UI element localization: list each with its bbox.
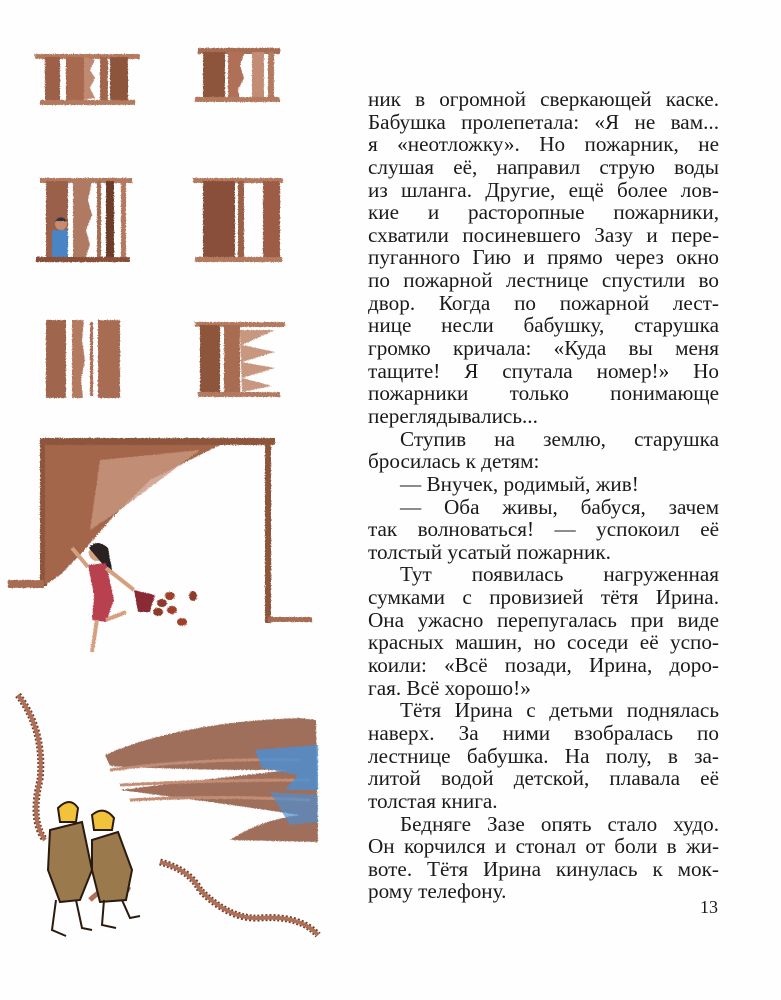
window-3-with-child xyxy=(36,178,132,262)
text-line: тащите! Я спутала номер!» Но xyxy=(368,358,719,383)
text-line: бросилась к детям: xyxy=(368,449,540,474)
text-line: — Оба живы, бабуся, зачем xyxy=(400,494,719,519)
text-line: Тут появилась нагруженная xyxy=(400,562,719,587)
text-line: слушая её, направил струю воды xyxy=(368,154,719,179)
text-line: по пожарной лестнице спустили во xyxy=(368,268,719,293)
text-line: из шланга. Другие, ещё более лов- xyxy=(368,177,719,202)
body-text xyxy=(368,88,719,903)
text-line: наверх. За ними взобралась по xyxy=(368,720,719,745)
window-6 xyxy=(195,322,285,397)
text-line: переглядывались... xyxy=(368,403,538,428)
text-line: ник в огромной сверкающей каске. xyxy=(368,87,719,111)
text-line: пуганного Гию и прямо через окно xyxy=(368,245,719,270)
text-line: — Внучек, родимый, жив! xyxy=(400,471,639,496)
text-line: пожарники только понимающе xyxy=(368,381,719,406)
illustration-column xyxy=(0,0,340,1000)
window-1 xyxy=(35,54,140,105)
doorway-with-woman xyxy=(8,438,312,652)
text-line: рому телефону. xyxy=(368,879,507,904)
text-line: Ступив на землю, старушка xyxy=(400,426,719,451)
text-line: Она ужасно перепугалась при виде xyxy=(368,607,719,632)
text-line: толстая книга. xyxy=(368,788,498,813)
text-line: кие и расторопные пожарники, xyxy=(368,200,719,225)
watercolor-illustration xyxy=(0,0,340,1000)
window-5 xyxy=(46,320,120,398)
text-line: Бедняге Зазе опять стало худо. xyxy=(400,811,719,836)
text-line: Он корчился и стонал от боли в жи- xyxy=(368,834,719,859)
text-line: толстый усатый пожарник. xyxy=(368,539,611,564)
text-line: нице несли бабушку, старушка xyxy=(368,313,719,338)
firefighters xyxy=(48,802,140,936)
text-line: воте. Тётя Ирина кинулась к мок- xyxy=(368,856,719,881)
text-line: я «неотложку». Но пожарник, не xyxy=(368,132,719,157)
text-line: Бабушка пролепетала: «Я не вам... xyxy=(368,109,719,134)
text-line: сумками с провизией тётя Ирина. xyxy=(368,585,719,610)
window-4 xyxy=(193,178,283,262)
text-line: литой водой детской, плавала её xyxy=(368,766,719,791)
window-2 xyxy=(195,48,280,102)
text-line: Тётя Ирина с детьми поднялась xyxy=(400,698,719,723)
text-line: так волноваться! — успокоил её xyxy=(368,517,719,542)
text-line: лестнице бабушка. На полу, в за- xyxy=(368,743,719,768)
page-number: 13 xyxy=(700,897,718,917)
text-line: красных машин, но соседи её успо- xyxy=(368,630,719,655)
text-line: гая. Всё хорошо!» xyxy=(368,675,531,700)
text-line: схватили посиневшего Зазу и пере- xyxy=(368,222,719,247)
text-line: коили: «Всё позади, Ирина, доро- xyxy=(368,653,719,678)
water-smoke-wash xyxy=(105,718,318,842)
text-line: громко кричала: «Куда вы меня xyxy=(368,336,719,361)
text-line: двор. Когда по пожарной лест- xyxy=(368,290,719,315)
woman-figure xyxy=(72,543,197,652)
